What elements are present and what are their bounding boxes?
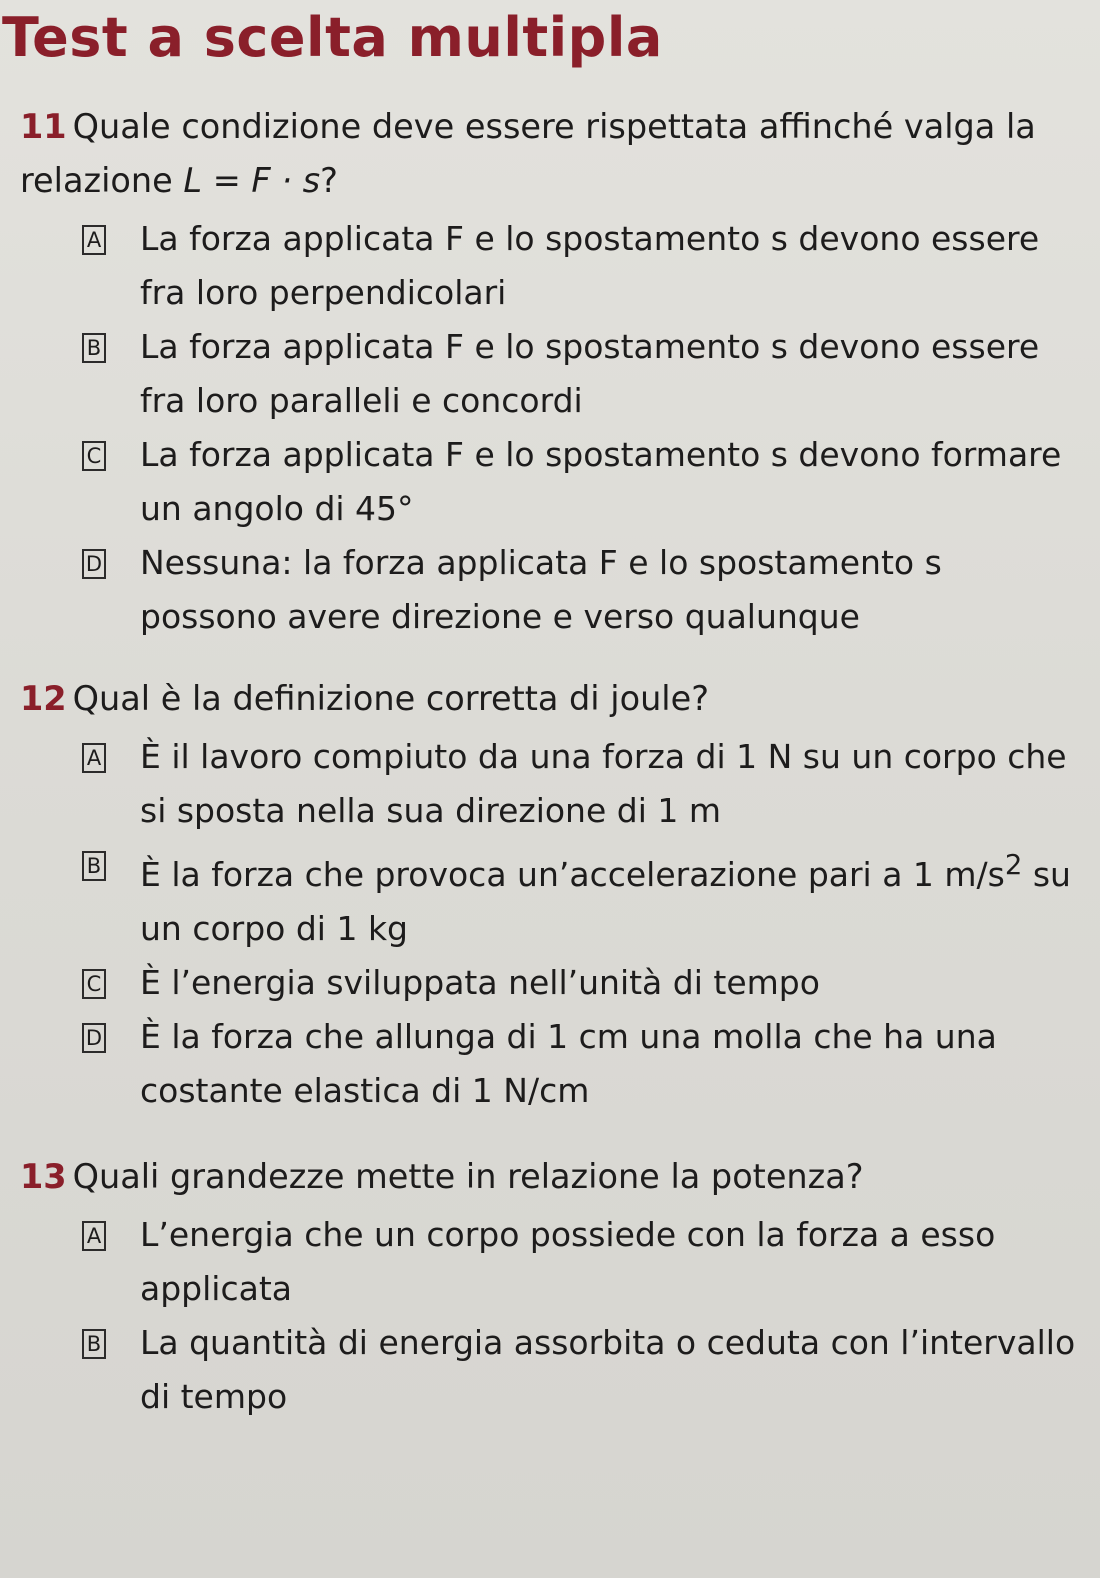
question-text <box>20 1150 1085 1204</box>
question-number: 12 <box>20 679 67 718</box>
question-text <box>20 100 1085 208</box>
option-text: La quantità di energia assorbita o ceduta con l’intervallo di tempo <box>140 1323 1076 1416</box>
option-c[interactable] <box>20 956 1085 1010</box>
option-text: L’energia che un corpo possiede con la forza a esso applicata <box>140 1215 996 1308</box>
option-b[interactable] <box>20 1316 1085 1424</box>
option-d[interactable] <box>20 1010 1085 1118</box>
option-text: La forza applicata F e lo spostamento s devono essere fra loro perpendicolari <box>140 219 1040 312</box>
question-text <box>20 672 1085 726</box>
question-mark: ? <box>320 161 338 200</box>
answer-options <box>20 1208 1085 1424</box>
option-text: La forza applicata F e lo spostamento s devono formare un angolo di 45° <box>140 435 1062 528</box>
option-letter-box: C <box>82 969 106 999</box>
option-a[interactable] <box>20 730 1085 838</box>
option-text: Nessuna: la forza applicata F e lo spostamento s possono avere direzione e verso qualunque <box>140 543 942 636</box>
option-letter-box: A <box>82 743 106 773</box>
question-number: 13 <box>20 1157 67 1196</box>
option-text: La forza applicata F e lo spostamento s devono essere fra loro paralleli e concordi <box>140 327 1040 420</box>
option-letter-box: B <box>82 1329 106 1359</box>
option-text: È l’energia sviluppata nell’unità di tempo <box>140 963 820 1002</box>
exponent: 2 <box>1004 849 1023 881</box>
option-letter-box: C <box>82 441 106 471</box>
formula: L = F · s <box>183 161 321 200</box>
question-text-body: Qual è la definizione corretta di joule? <box>72 679 709 718</box>
option-letter-box: B <box>82 333 106 363</box>
answer-options <box>20 212 1085 644</box>
option-text: È il lavoro compiuto da una forza di 1 N su un corpo che si sposta nella sua direzione di 1 m <box>140 737 1067 830</box>
option-letter-box: A <box>82 225 106 255</box>
option-letter-box: D <box>82 549 106 579</box>
option-d[interactable] <box>20 536 1085 644</box>
question-11 <box>20 100 1085 644</box>
option-letter-box: B <box>82 851 106 881</box>
question-number: 11 <box>20 107 67 146</box>
answer-options <box>20 730 1085 1118</box>
option-text: È la forza che allunga di 1 cm una molla che ha una costante elastica di 1 N/cm <box>140 1017 997 1110</box>
page-title: Test a scelta multipla <box>2 6 663 69</box>
option-text-before: È la forza che provoca un’accelerazione pari a 1 m/s <box>140 855 1005 894</box>
question-text-body: Quali grandezze mette in relazione la potenza? <box>72 1157 864 1196</box>
question-text-before: Quale condizione deve essere rispettata affinché valga la relazione <box>20 107 1036 200</box>
option-a[interactable] <box>20 212 1085 320</box>
option-c[interactable] <box>20 428 1085 536</box>
question-13 <box>20 1150 1085 1424</box>
question-12 <box>20 672 1085 1118</box>
option-a[interactable] <box>20 1208 1085 1316</box>
option-letter-box: A <box>82 1221 106 1251</box>
option-b[interactable] <box>20 320 1085 428</box>
option-text-after: su un corpo di 1 kg <box>140 855 1071 948</box>
option-letter-box: D <box>82 1023 106 1053</box>
option-b[interactable] <box>20 838 1085 956</box>
